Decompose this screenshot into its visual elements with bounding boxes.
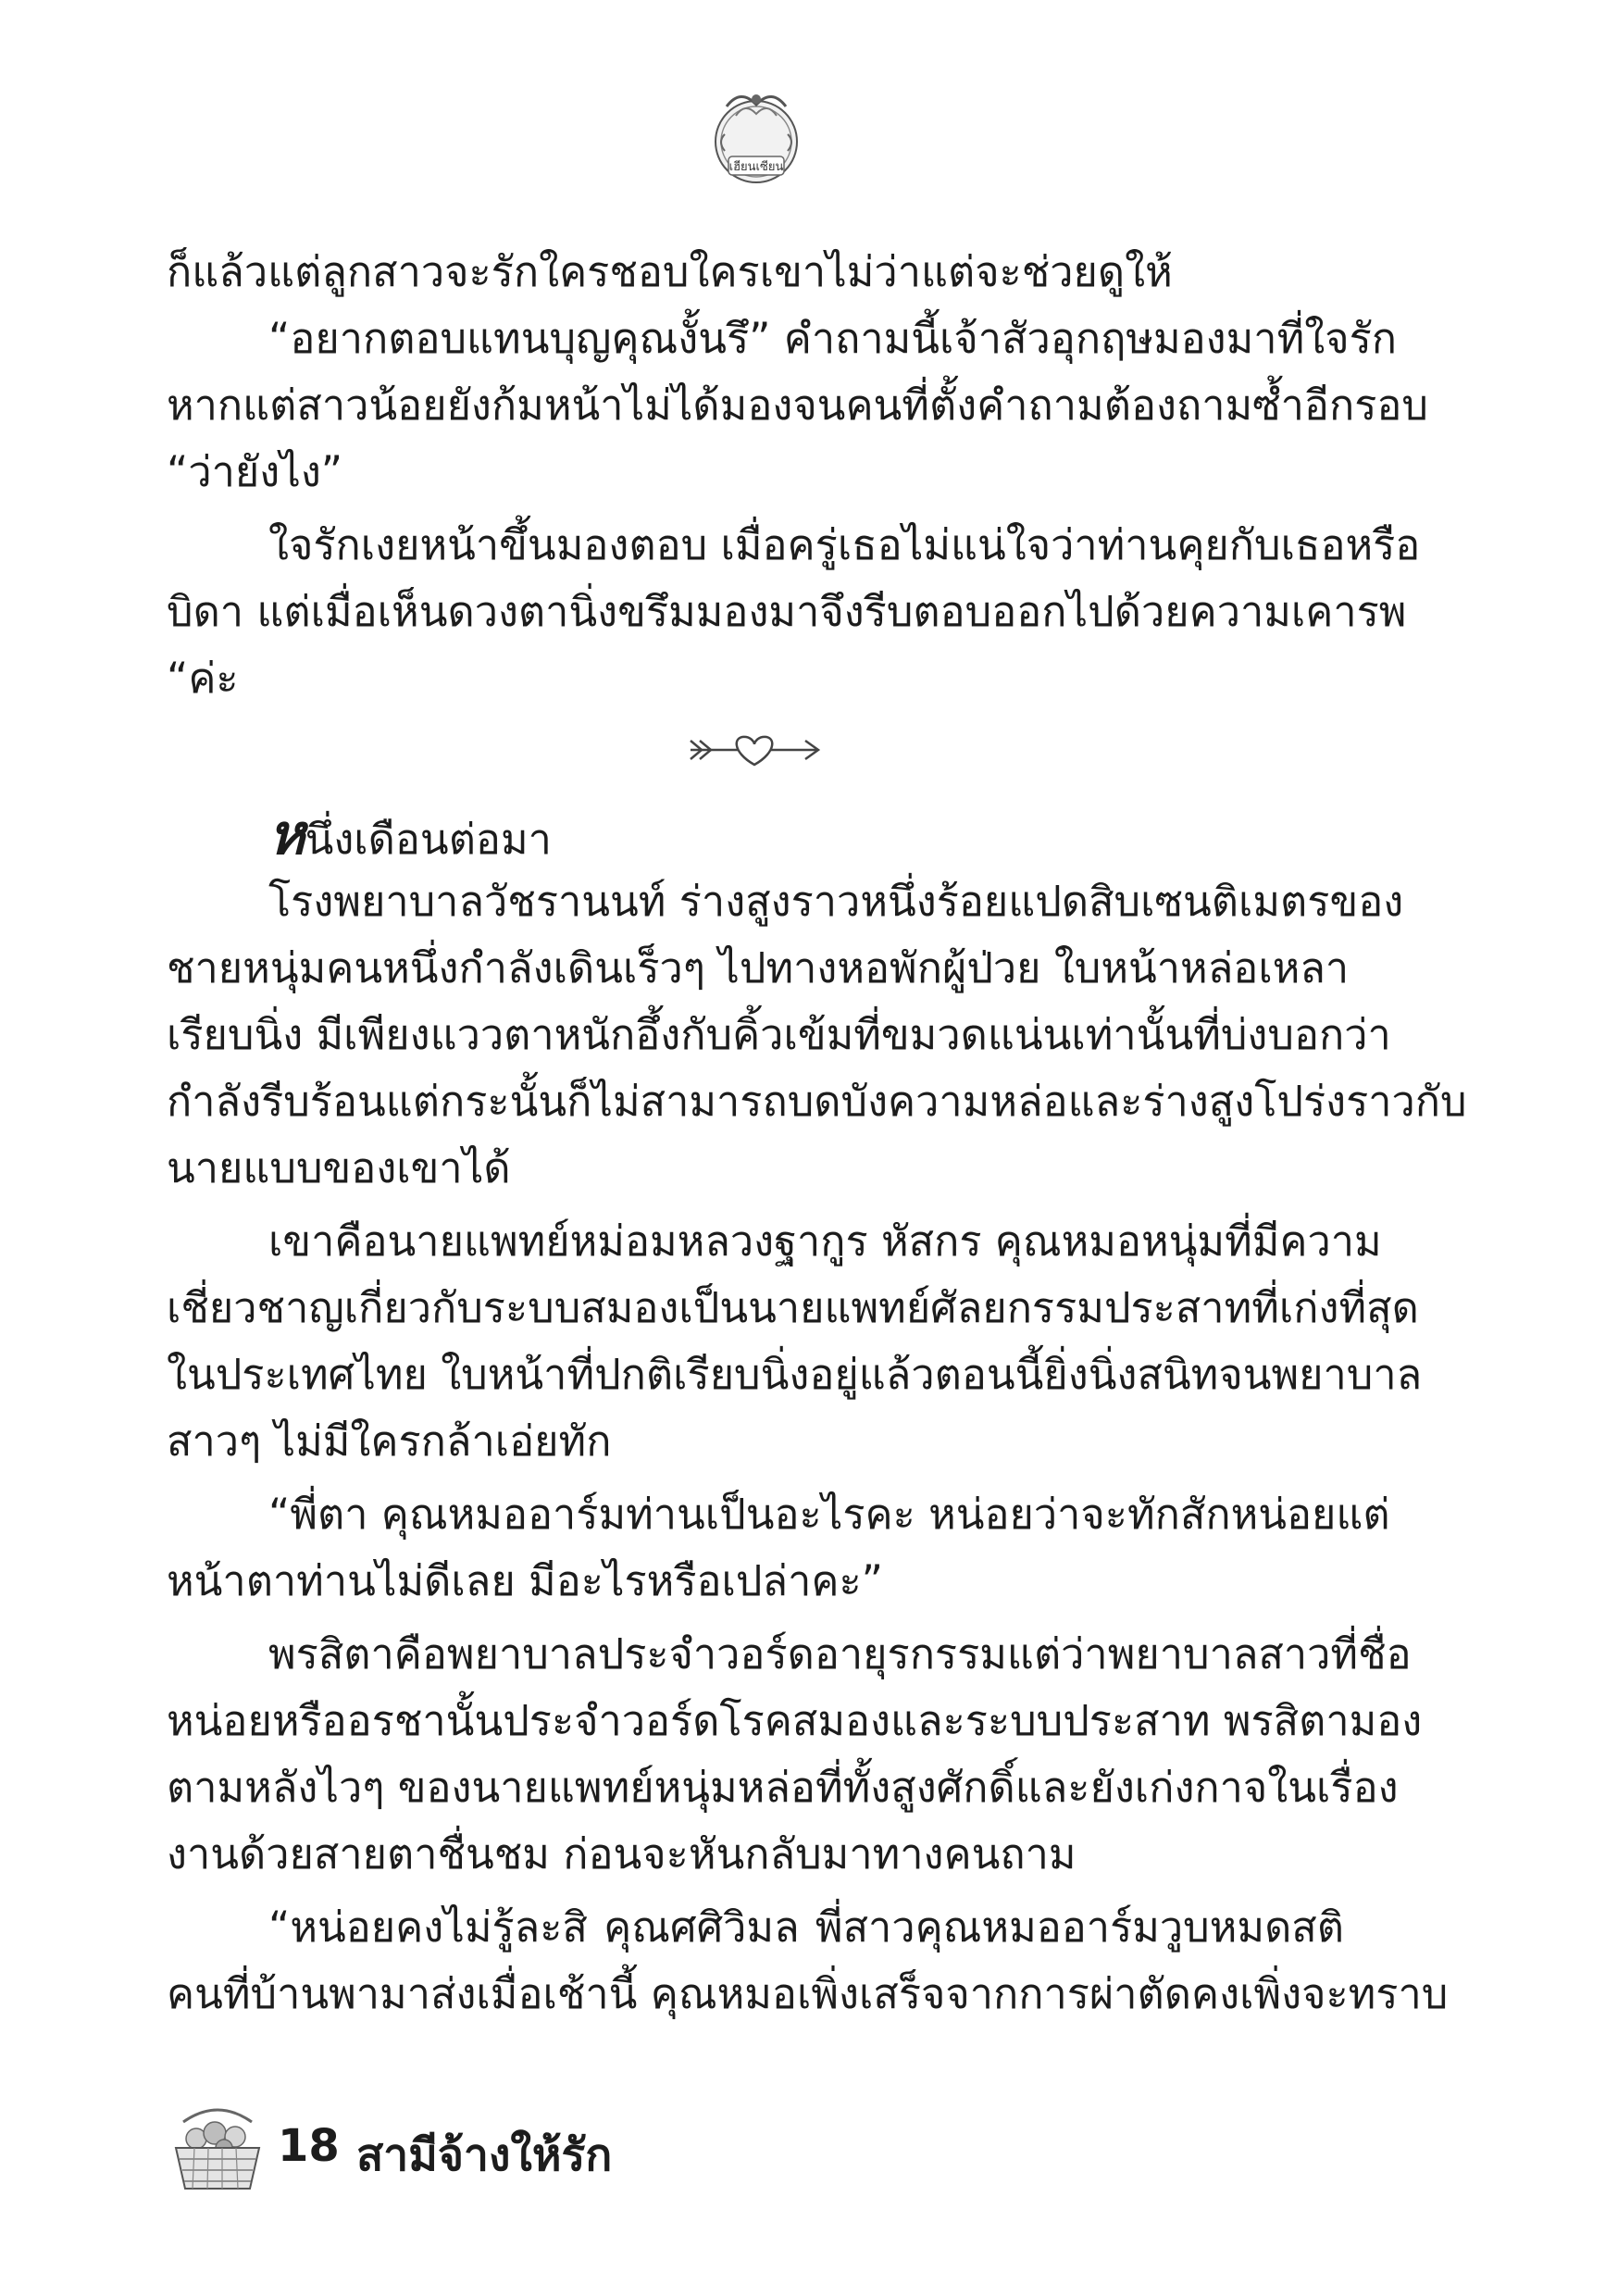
paragraph-line: ใจรักเงยหน้าขึ้นมองตอบ เมื่อครู่เธอไม่แน่ใจว่าท่านคุยกับเธอหรือ: [268, 520, 1421, 569]
paragraph-line: หน่อยหรืออรชานั้นประจำวอร์ดโรคสมองและระบบประสาท พรสิตามอง: [167, 1696, 1423, 1745]
paragraph-line: ชายหนุ่มคนหนึ่งกำลังเดินเร็วๆ ไปทางหอพักผู้ป่วย ใบหน้าหล่อเหลา: [167, 943, 1350, 992]
paragraph-line: สาวๆ ไม่มีใครกล้าเอ่ยทัก: [167, 1416, 612, 1466]
paragraph-line: โรงพยาบาลวัชรานนท์ ร่างสูงราวหนึ่งร้อยแปดสิบเซนติเมตรของ: [268, 877, 1404, 926]
paragraph-line: “อยากตอบแทนบุญคุณงั้นรึ” คำถามนี้เจ้าสัวอุกฤษมองมาที่ใจรัก: [268, 314, 1397, 363]
paragraph-line: “พี่ตา คุณหมออาร์มท่านเป็นอะไรคะ หน่อยว่าจะทักสักหน่อยแต่: [268, 1490, 1390, 1539]
paragraph-line: ในประเทศไทย ใบหน้าที่ปกติเรียบนิ่งอยู่แล้วตอนนี้ยิ่งนิ่งสนิทจนพยาบาล: [167, 1350, 1423, 1399]
paragraph-line: พรสิตาคือพยาบาลประจำวอร์ดอายุรกรรมแต่ว่าพยาบาลสาวที่ชื่อ: [268, 1629, 1412, 1678]
book-title: สามีจ้างให้รัก: [356, 2129, 613, 2181]
paragraph-line: “หน่อยคงไม่รู้ละสิ คุณศศิวิมล พี่สาวคุณหมออาร์มวูบหมดสติ: [268, 1903, 1344, 1952]
paragraph-line: นายแบบของเขาได้: [167, 1143, 511, 1192]
paragraph-line: ก็แล้วแต่ลูกสาวจะรักใครชอบใครเขาไม่ว่าแต่จะช่วยดูให้: [167, 247, 1173, 296]
paragraph-line: งานด้วยสายตาชื่นชม ก่อนจะหันกลับมาทางคนถาม: [167, 1829, 1077, 1878]
drop-cap: ห: [268, 803, 305, 867]
section-first-line: [268, 805, 552, 869]
paragraph-line: บิดา แต่เมื่อเห็นดวงตานิ่งขรึมมองมาจึงรีบตอบออกไปด้วยความเคารพ: [167, 587, 1407, 636]
paragraph-line: “ค่ะ: [167, 654, 239, 703]
paragraph-line: หน้าตาท่านไม่ดีเลย มีอะไรหรือเปล่าคะ”: [167, 1556, 883, 1605]
paragraph-line: หากแต่สาวน้อยยังก้มหน้าไม่ได้มองจนคนที่ตั้งคำถามต้องถามซ้ำอีกรอบ: [167, 381, 1428, 430]
paragraph-line: เชี่ยวชาญเกี่ยวกับระบบสมองเป็นนายแพทย์ศัลยกรรมประสาทที่เก่งที่สุด: [167, 1283, 1419, 1332]
page-number: 18: [278, 2120, 340, 2172]
paragraph-line: “ว่ายังไง”: [167, 447, 343, 496]
paragraph-line: คนที่บ้านพามาส่งเมื่อเช้านี้ คุณหมอเพิ่งเสร็จจากการผ่าตัดคงเพิ่งจะทราบ: [167, 1969, 1449, 2018]
flower-basket-icon: [167, 2103, 268, 2196]
arrow-heart-divider-icon: [685, 730, 824, 770]
paragraph-line: กำลังรีบร้อนแต่กระนั้นก็ไม่สามารถบดบังความหล่อและร่างสูงโปร่งราวกับ: [167, 1077, 1467, 1126]
paragraph-line: เขาคือนายแพทย์หม่อมหลวงฐากูร หัสกร คุณหมอหนุ่มที่มีความ: [268, 1217, 1382, 1266]
paragraph-line: ตามหลังไวๆ ของนายแพทย์หนุ่มหล่อที่ทั้งสูงศักดิ์และยังเก่งกาจในเรื่อง: [167, 1763, 1399, 1812]
logo-text: เฮียนเซียน: [728, 160, 784, 174]
section-first-line-text: นึ่งเดือนต่อมา: [305, 815, 552, 864]
publisher-logo-icon: [699, 79, 815, 194]
paragraph-line: เรียบนิ่ง มีเพียงแววตาหนักอึ้งกับคิ้วเข้มที่ขมวดแน่นเท่านั้นที่บ่งบอกว่า: [167, 1010, 1391, 1059]
